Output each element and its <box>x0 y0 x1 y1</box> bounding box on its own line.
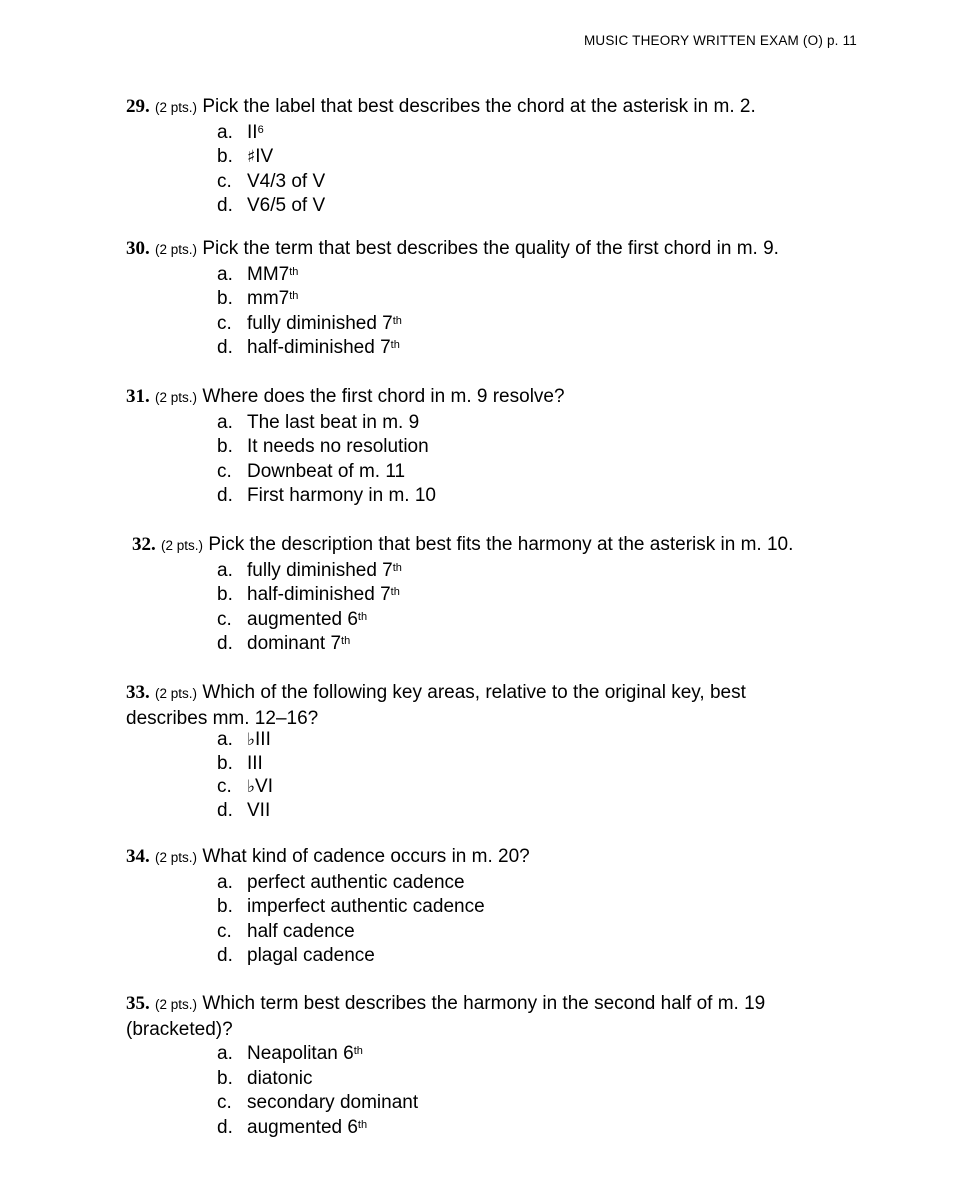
options-list <box>126 1042 846 1140</box>
option-superscript: th <box>341 635 351 647</box>
points-label: (2 pts.) <box>155 242 198 257</box>
option-letter: c. <box>217 608 232 630</box>
option-c <box>126 608 852 633</box>
points-label: (2 pts.) <box>155 850 198 865</box>
option-superscript: th <box>392 314 402 327</box>
option-superscript: th <box>357 1118 368 1131</box>
flat-icon: ♭ <box>247 777 256 797</box>
question-33 <box>126 681 846 822</box>
option-letter: b. <box>217 146 233 167</box>
option-text: III <box>255 729 271 750</box>
question-text: Pick the description that best fits the harmony at the asterisk in m. 10. <box>208 534 794 555</box>
option-d <box>126 1116 846 1141</box>
option-letter: b. <box>217 753 233 774</box>
option-superscript: th <box>390 339 400 351</box>
question-text: What kind of cadence occurs in m. 20? <box>202 846 530 867</box>
option-superscript: th <box>289 290 299 302</box>
question-text: Which term best describes the harmony in the second half of m. 19 <box>202 993 766 1014</box>
option-letter: a. <box>217 411 233 433</box>
question-number: 32. <box>132 534 156 555</box>
option-c <box>126 1091 846 1116</box>
question-text: Pick the label that best describes the chord at the asterisk in m. 2. <box>202 96 756 117</box>
option-letter: d. <box>217 195 233 216</box>
option-letter: a. <box>217 729 233 750</box>
option-letter: a. <box>217 1043 233 1064</box>
option-letter: c. <box>217 312 232 334</box>
question-number: 30. <box>126 238 150 259</box>
option-superscript: th <box>357 610 368 623</box>
option-b <box>126 287 846 312</box>
option-text: V6/5 of V <box>247 195 326 216</box>
option-text: III <box>247 753 263 774</box>
points-label: (2 pts.) <box>161 538 204 553</box>
option-d <box>126 799 846 822</box>
option-text: VII <box>247 800 271 821</box>
option-a <box>126 263 846 288</box>
option-letter: a. <box>217 871 233 893</box>
option-text: mm7 <box>247 288 290 309</box>
option-superscript: th <box>353 1045 363 1057</box>
options-list <box>126 411 846 509</box>
question-number: 31. <box>126 386 150 407</box>
question-35 <box>126 992 846 1140</box>
option-d <box>126 194 846 219</box>
options-list <box>126 263 846 361</box>
option-b <box>126 435 846 460</box>
option-a <box>126 559 852 584</box>
points-label: (2 pts.) <box>155 100 198 115</box>
option-text: diatonic <box>247 1067 313 1089</box>
option-text: dominant 7 <box>247 633 342 654</box>
option-text: V4/3 of V <box>247 170 326 192</box>
option-text: half cadence <box>247 920 355 942</box>
option-text: fully diminished 7 <box>247 312 393 334</box>
option-superscript: th <box>392 561 402 574</box>
options-list <box>126 871 846 969</box>
question-text-continued: (bracketed)? <box>126 1018 233 1040</box>
option-b <box>126 752 846 775</box>
points-label: (2 pts.) <box>155 390 198 405</box>
option-letter: a. <box>217 121 233 143</box>
option-d <box>126 632 852 657</box>
option-text: IV <box>255 146 274 167</box>
option-letter: d. <box>217 485 233 506</box>
option-letter: d. <box>217 1116 233 1138</box>
option-text: imperfect authentic cadence <box>247 896 485 917</box>
option-a <box>126 871 846 896</box>
question-number: 35. <box>126 993 150 1014</box>
question-stem <box>126 385 846 411</box>
sharp-icon: ♯ <box>247 147 256 167</box>
option-text: perfect authentic cadence <box>247 871 465 893</box>
question-text: Where does the first chord in m. 9 resolve? <box>202 386 565 407</box>
option-text: Downbeat of m. 11 <box>247 460 406 482</box>
option-superscript: 6 <box>257 123 264 136</box>
option-letter: b. <box>217 1067 233 1089</box>
option-text: augmented 6 <box>247 1116 358 1138</box>
points-label: (2 pts.) <box>155 997 198 1012</box>
option-letter: d. <box>217 337 233 358</box>
question-stem <box>126 237 846 263</box>
option-letter: c. <box>217 1092 232 1113</box>
option-letter: c. <box>217 170 232 192</box>
options-list <box>126 121 846 219</box>
option-text: It needs no resolution <box>247 436 429 457</box>
question-31 <box>126 385 846 509</box>
option-d <box>126 944 846 969</box>
option-letter: c. <box>217 776 232 797</box>
option-superscript: th <box>390 586 400 598</box>
option-a <box>126 728 846 752</box>
option-text: fully diminished 7 <box>247 559 393 581</box>
option-letter: b. <box>217 896 233 917</box>
option-c <box>126 460 846 485</box>
question-text-continued: describes mm. 12–16? <box>126 707 319 729</box>
option-c <box>126 312 846 337</box>
option-text: Neapolitan 6 <box>247 1043 354 1064</box>
options-list <box>126 559 852 657</box>
question-stem <box>126 992 846 1018</box>
option-a <box>126 411 846 436</box>
option-text: MM7 <box>247 263 290 285</box>
page-header: MUSIC THEORY WRITTEN EXAM (O) p. 11 <box>583 33 857 48</box>
option-b <box>126 895 846 920</box>
option-b <box>126 145 846 170</box>
option-superscript: th <box>289 265 299 278</box>
option-b <box>126 1067 846 1092</box>
question-number: 33. <box>126 682 150 703</box>
options-list <box>126 728 846 822</box>
option-letter: d. <box>217 800 233 821</box>
option-a <box>126 121 846 146</box>
option-letter: b. <box>217 436 233 457</box>
option-a <box>126 1042 846 1067</box>
option-letter: a. <box>217 559 233 581</box>
option-text: secondary dominant <box>247 1092 419 1113</box>
question-stem <box>126 845 846 871</box>
question-number: 29. <box>126 96 150 117</box>
option-text: VI <box>255 776 273 797</box>
option-text: half-diminished 7 <box>247 337 391 358</box>
option-letter: d. <box>217 945 233 966</box>
points-label: (2 pts.) <box>155 686 198 701</box>
question-stem <box>132 533 852 559</box>
question-text: Which of the following key areas, relative to the original key, best <box>202 682 746 703</box>
option-b <box>126 583 852 608</box>
option-d <box>126 484 846 509</box>
option-text: The last beat in m. 9 <box>247 411 420 433</box>
option-c <box>126 775 846 799</box>
question-29 <box>126 95 846 219</box>
option-c <box>126 920 846 945</box>
question-stem <box>126 681 846 707</box>
question-32 <box>132 533 852 657</box>
option-text: augmented 6 <box>247 608 358 630</box>
option-letter: b. <box>217 288 233 309</box>
option-letter: c. <box>217 920 232 942</box>
option-letter: d. <box>217 633 233 654</box>
option-c <box>126 170 846 195</box>
flat-icon: ♭ <box>247 730 256 750</box>
option-text: half-diminished 7 <box>247 584 391 605</box>
question-30 <box>126 237 846 361</box>
option-text: plagal cadence <box>247 945 375 966</box>
option-letter: a. <box>217 263 233 285</box>
question-34 <box>126 845 846 969</box>
option-letter: c. <box>217 460 232 482</box>
question-stem <box>126 95 846 121</box>
question-text: Pick the term that best describes the quality of the first chord in m. 9. <box>202 238 779 259</box>
option-letter: b. <box>217 584 233 605</box>
option-text: II <box>247 121 258 143</box>
option-d <box>126 336 846 361</box>
option-text: First harmony in m. 10 <box>247 485 436 506</box>
question-number: 34. <box>126 846 150 867</box>
